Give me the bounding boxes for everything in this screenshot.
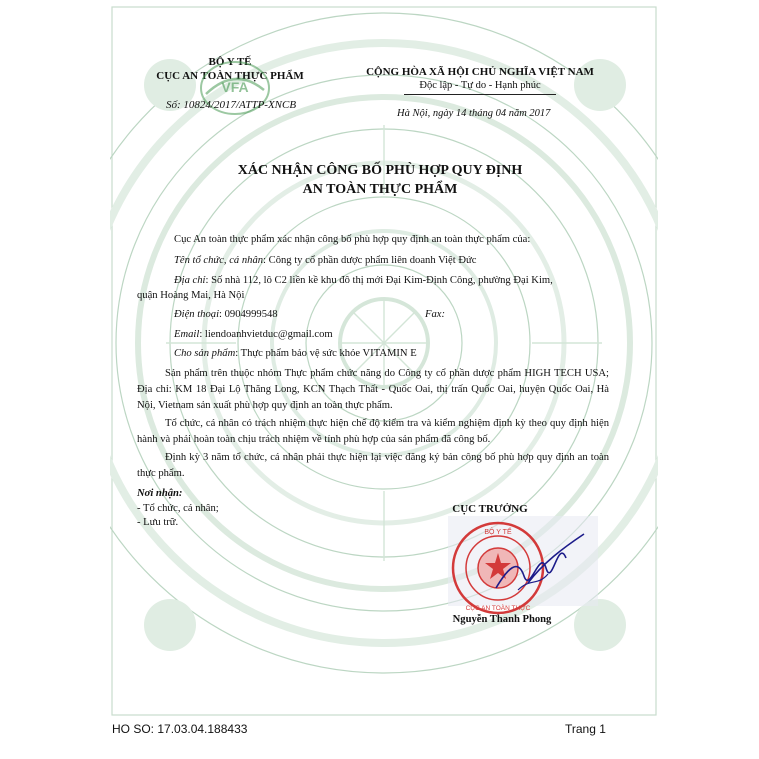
drum-pattern-background bbox=[110, 5, 658, 717]
page-number: Trang 1 bbox=[565, 722, 606, 736]
motto-underline bbox=[404, 94, 556, 95]
signer-name: Nguyễn Thanh Phong bbox=[452, 614, 552, 625]
product-line bbox=[174, 348, 417, 359]
svg-text:VFA: VFA bbox=[221, 79, 249, 95]
address-value: : Số nhà 112, lô C2 liền kề khu đô thị mới Đại Kim-Định Công, phường Đại Kim, bbox=[205, 275, 553, 286]
place-date: Hà Nội, ngày 14 tháng 04 năm 2017 bbox=[397, 108, 551, 119]
address-label: Địa chỉ bbox=[174, 275, 206, 286]
title-line-1: XÁC NHẬN CÔNG BỐ PHÙ HỢP QUY ĐỊNH bbox=[237, 163, 523, 178]
country-name: CỘNG HÒA XÃ HỘI CHỦ NGHĨA VIỆT NAM bbox=[366, 66, 594, 78]
org-value: : Công ty cổ phần dược phẩm liên doanh Việt Đức bbox=[263, 255, 477, 266]
recipient-item-2: - Lưu trữ. bbox=[137, 517, 179, 528]
email-line bbox=[174, 329, 333, 340]
file-number: HO SO: 17.03.04.188433 bbox=[112, 722, 248, 736]
svg-text:CỤC AN TOÀN THỰC: CỤC AN TOÀN THỰC bbox=[465, 605, 531, 612]
org-line bbox=[174, 255, 476, 266]
product-value: : Thực phẩm bảo vệ sức khỏe VITAMIN E bbox=[235, 348, 417, 359]
fax-label: Fax: bbox=[425, 309, 445, 320]
signature-mark bbox=[488, 528, 588, 598]
department-name: CỤC AN TOÀN THỰC PHẨM bbox=[156, 70, 304, 82]
address-line bbox=[174, 275, 553, 286]
address-line-2: quận Hoàng Mai, Hà Nội bbox=[137, 290, 245, 301]
product-label: Cho sản phẩm bbox=[174, 348, 236, 359]
document-number: Số: 10824/2017/ATTP-XNCB bbox=[166, 99, 297, 111]
phone-label: Điện thoại bbox=[174, 309, 220, 320]
ministry-name: BỘ Y TẾ bbox=[208, 56, 252, 68]
phone-value: : 0904999548 bbox=[219, 309, 278, 320]
email-value: : liendoanhvietduc@gmail.com bbox=[199, 329, 333, 340]
national-motto: Độc lập - Tự do - Hạnh phúc bbox=[419, 80, 541, 91]
email-label: Email bbox=[174, 329, 200, 340]
responsibility-paragraph: Tổ chức, cá nhân có trách nhiệm thực hiện chế độ kiểm tra và kiểm nghiệm định kỳ theo quy định hiện hành và phải hoàn toàn chịu trách nhiệm về tính phù hợp của sản phẩm đã công bố. bbox=[137, 418, 609, 445]
manufacturer-paragraph: Sản phẩm trên thuộc nhóm Thực phẩm chức năng do Công ty cổ phần dược phẩm HIGH TECH USA; Địa chỉ: KM 18 Đại Lộ Thăng Long, KCN Thạch Thất - Quốc Oai, thị trấn Quốc Oai, huyện Quốc Oai, Hà Nội, Vietnam sản xuất phù hợp quy định an toàn thực phẩm. bbox=[137, 368, 609, 411]
recipient-item-1: - Tổ chức, cá nhân; bbox=[137, 503, 219, 514]
signer-title: CỤC TRƯỞNG bbox=[452, 503, 528, 515]
svg-text:BỘ Y TẾ: BỘ Y TẾ bbox=[484, 529, 512, 536]
org-label: Tên tổ chức, cá nhân bbox=[174, 255, 264, 266]
phone-line bbox=[174, 309, 278, 320]
recipients-title: Nơi nhận: bbox=[137, 488, 183, 499]
title-line-2: AN TOÀN THỰC PHẨM bbox=[302, 182, 458, 197]
renewal-paragraph: Định kỳ 3 năm tổ chức, cá nhân phải thực hiện lại việc đăng ký bản công bố phù hợp quy định an toàn thực phẩm. bbox=[137, 452, 609, 479]
intro-text: Cục An toàn thực phẩm xác nhận công bố phù hợp quy định an toàn thực phẩm của: bbox=[174, 234, 531, 245]
